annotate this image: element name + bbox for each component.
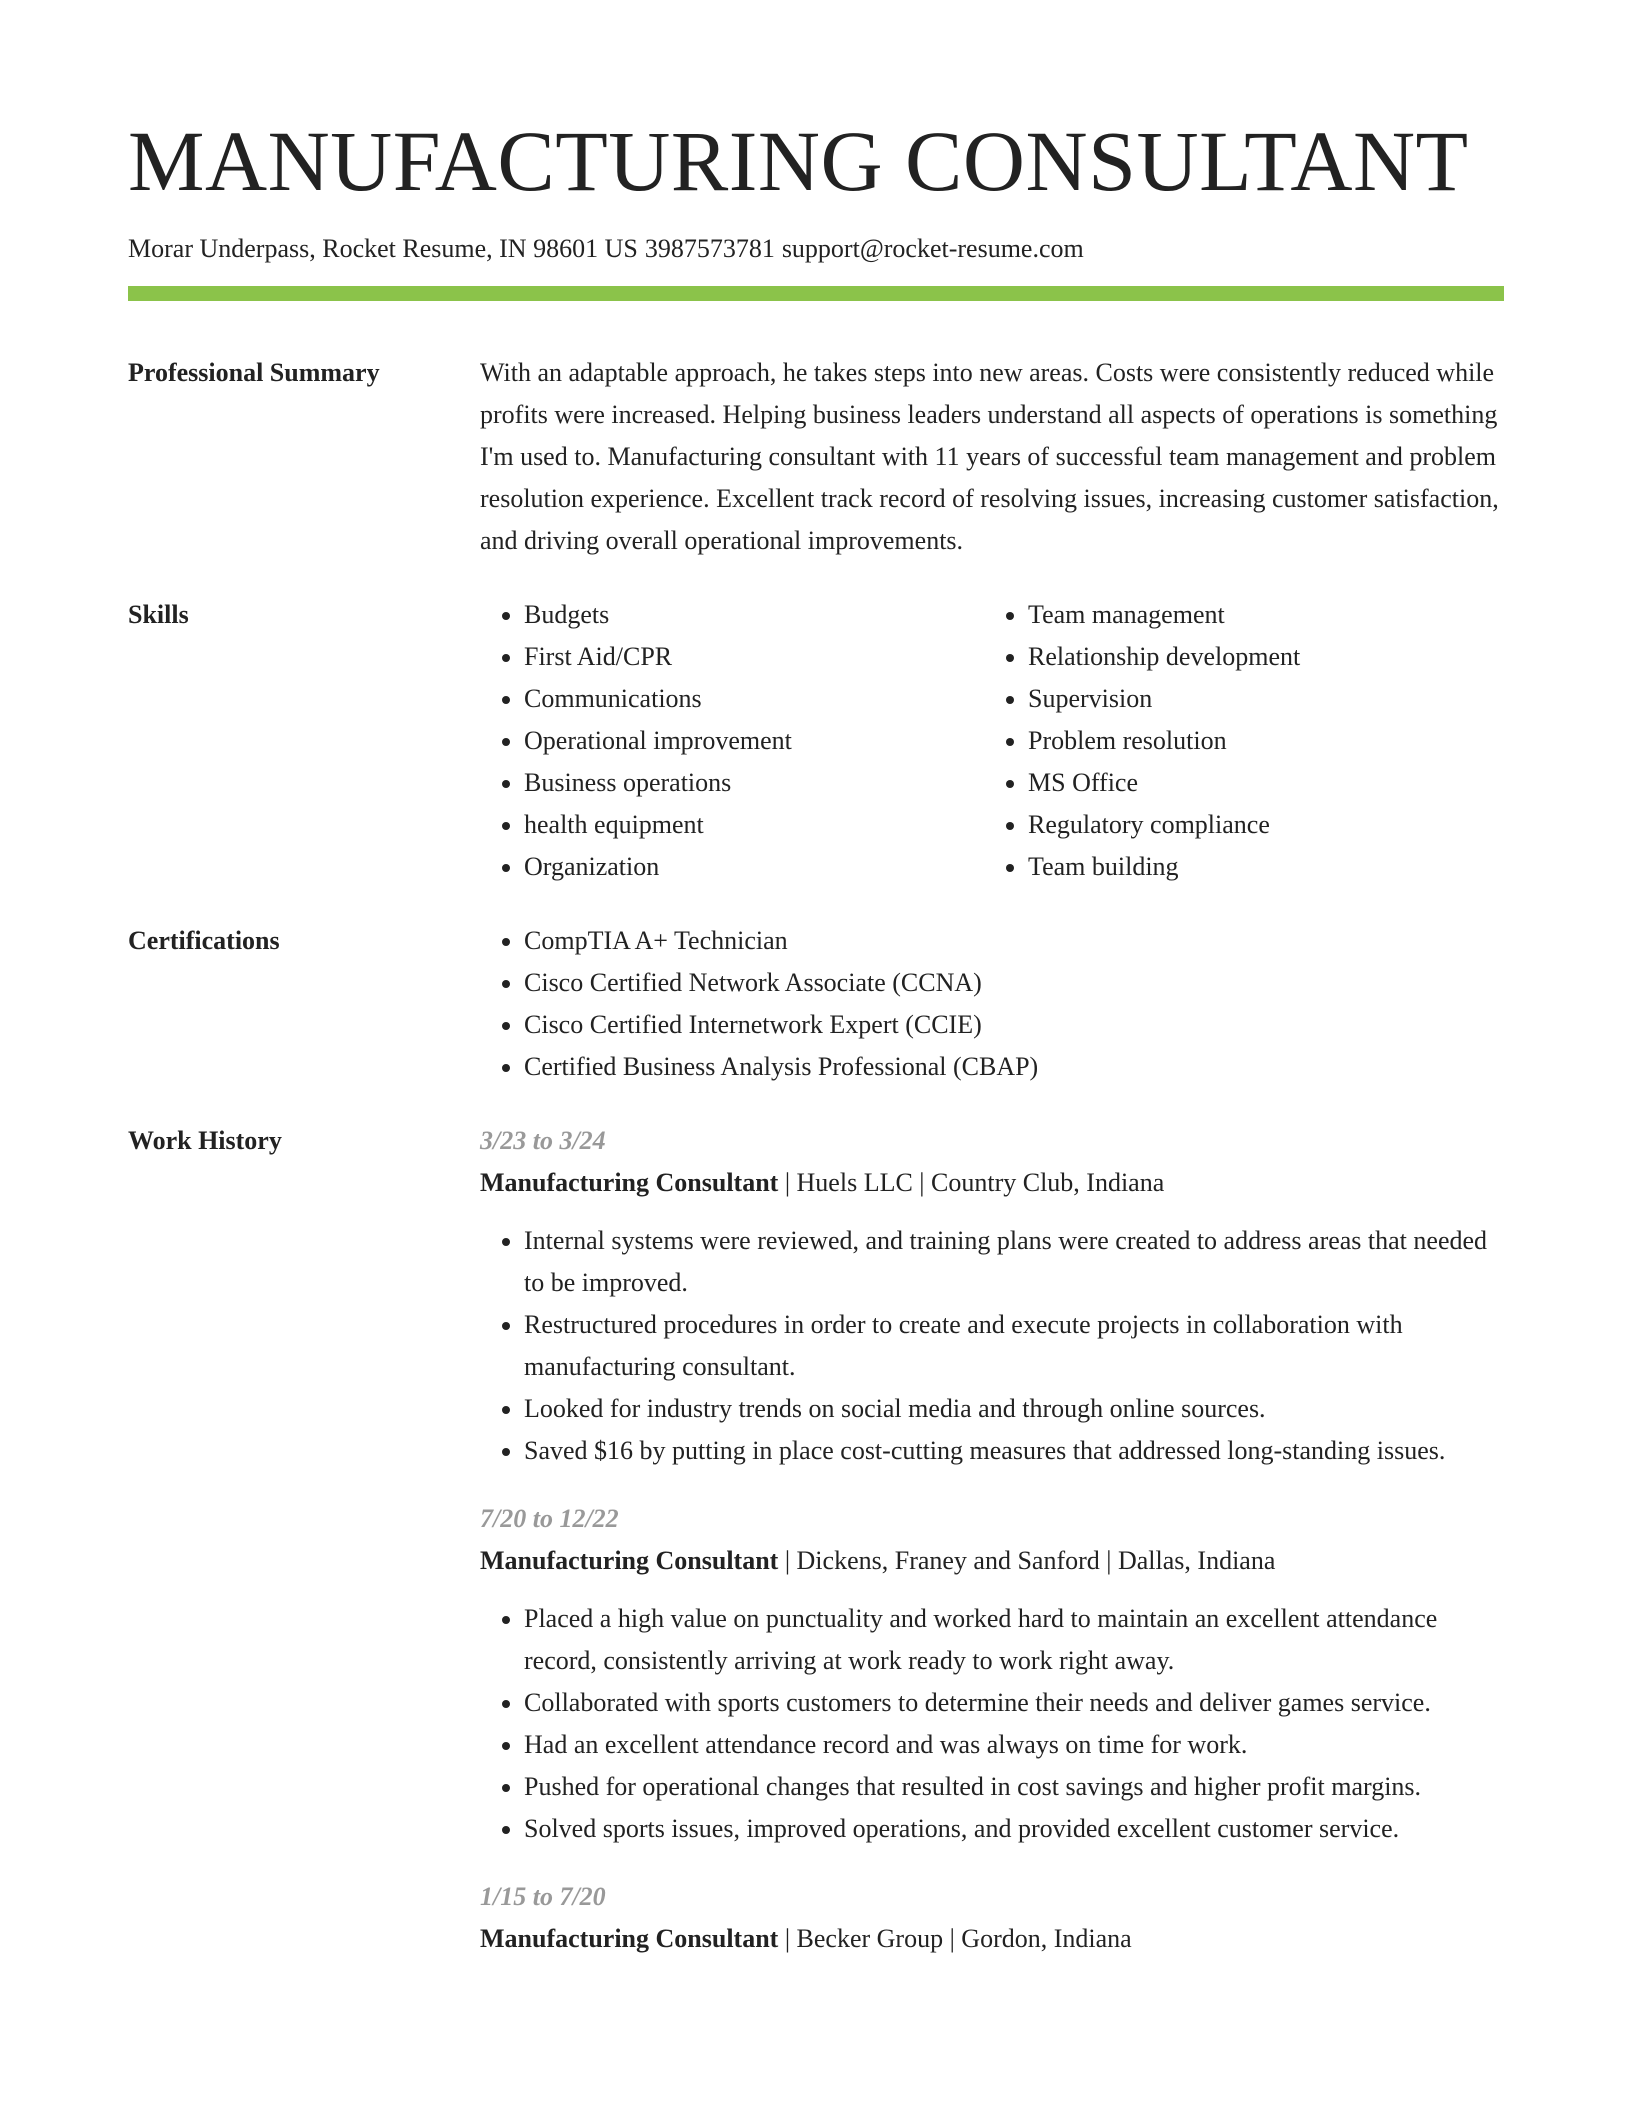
resume-title: MANUFACTURING CONSULTANT	[128, 113, 1469, 209]
job-dates: 1/15 to 7/20	[480, 1882, 606, 1911]
skill-item: • Team building	[1028, 846, 1488, 888]
skills-grid	[480, 594, 1504, 888]
section-label: Work History	[128, 1126, 282, 1155]
skill-item: • Regulatory compliance	[1028, 804, 1488, 846]
contact-email[interactable]: support@rocket-resume.com	[781, 234, 1084, 263]
job-company-location: | Becker Group | Gordon, Indiana	[778, 1924, 1132, 1953]
job-position: Manufacturing Consultant	[480, 1168, 779, 1197]
job-entry	[480, 1120, 1504, 1472]
section-label: Professional Summary	[128, 358, 380, 387]
job-heading	[480, 1918, 1504, 1960]
summary-text: With an adaptable approach, he takes steps into new areas. Costs were consistently reduced while profits were increased. Helping business leaders understand all aspects of operations is something I'm used to. Manufacturing consultant with 11 years of successful team management and problem resolution experience. Excellent track record of resolving issues, increasing customer satisfaction, and driving overall operational improvements.	[480, 358, 1499, 555]
job-bullet: • Placed a high value on punctuality and worked hard to maintain an excellent attendance record, consistently arriving at work ready to work right away.	[524, 1598, 1504, 1682]
skill-item: • health equipment	[524, 804, 984, 846]
certification-item: • Cisco Certified Internetwork Expert (CCIE)	[524, 1004, 1504, 1046]
job-bullet: • Pushed for operational changes that resulted in cost savings and higher profit margins.	[524, 1766, 1504, 1808]
job-bullet: • Looked for industry trends on social media and through online sources.	[524, 1388, 1504, 1430]
skill-item: • Organization	[524, 846, 984, 888]
resume-sections	[128, 352, 1504, 2018]
job-company-location: | Dickens, Franey and Sanford | Dallas, Indiana	[778, 1546, 1276, 1575]
job-position: Manufacturing Consultant	[480, 1924, 779, 1953]
skill-item: • Budgets	[524, 594, 984, 636]
job-entry	[480, 1498, 1504, 1850]
section-label: Skills	[128, 600, 189, 629]
skill-item: • Supervision	[1028, 678, 1488, 720]
job-position: Manufacturing Consultant	[480, 1546, 779, 1575]
skill-item: • Team management	[1028, 594, 1488, 636]
job-bullet: • Saved $16 by putting in place cost-cutting measures that addressed long-standing issues.	[524, 1430, 1504, 1472]
skill-item: • First Aid/CPR	[524, 636, 984, 678]
contact-address: Morar Underpass, Rocket Resume, IN 98601 US	[128, 234, 638, 263]
contact-phone: 3987573781	[644, 234, 775, 263]
job-heading	[480, 1162, 1504, 1204]
resume-page	[128, 0, 1504, 2112]
section-professional-summary	[128, 352, 1504, 562]
skill-item: • MS Office	[1028, 762, 1488, 804]
certification-item: • CompTIA A+ Technician	[524, 920, 1504, 962]
job-heading	[480, 1540, 1504, 1582]
skill-item: • Business operations	[524, 762, 984, 804]
job-dates: 3/23 to 3/24	[480, 1126, 606, 1155]
skill-item: • Problem resolution	[1028, 720, 1488, 762]
skill-item: • Operational improvement	[524, 720, 984, 762]
section-work-history	[128, 1120, 1504, 1986]
job-bullets	[480, 1598, 1504, 1850]
skills-column-2	[984, 594, 1488, 888]
job-bullet: • Had an excellent attendance record and was always on time for work.	[524, 1724, 1504, 1766]
skill-item: • Communications	[524, 678, 984, 720]
job-bullet: • Collaborated with sports customers to determine their needs and deliver games service.	[524, 1682, 1504, 1724]
job-bullet: • Solved sports issues, improved operations, and provided excellent customer service.	[524, 1808, 1504, 1850]
certifications-list	[480, 920, 1504, 1088]
section-skills	[128, 594, 1504, 888]
skill-item: • Relationship development	[1028, 636, 1488, 678]
certification-item: • Certified Business Analysis Professional (CBAP)	[524, 1046, 1504, 1088]
job-bullet: • Restructured procedures in order to create and execute projects in collaboration with manufacturing consultant.	[524, 1304, 1504, 1388]
section-certifications	[128, 920, 1504, 1088]
contact-line	[128, 232, 1084, 266]
job-dates: 7/20 to 12/22	[480, 1504, 619, 1533]
work-history-list	[480, 1120, 1504, 1986]
job-entry	[480, 1876, 1504, 1960]
accent-divider	[128, 286, 1504, 301]
section-label: Certifications	[128, 926, 280, 955]
skills-column-1	[480, 594, 984, 888]
certification-item: • Cisco Certified Network Associate (CCNA)	[524, 962, 1504, 1004]
job-bullet: • Internal systems were reviewed, and training plans were created to address areas that needed to be improved.	[524, 1220, 1504, 1304]
job-company-location: | Huels LLC | Country Club, Indiana	[778, 1168, 1165, 1197]
job-bullets	[480, 1220, 1504, 1472]
